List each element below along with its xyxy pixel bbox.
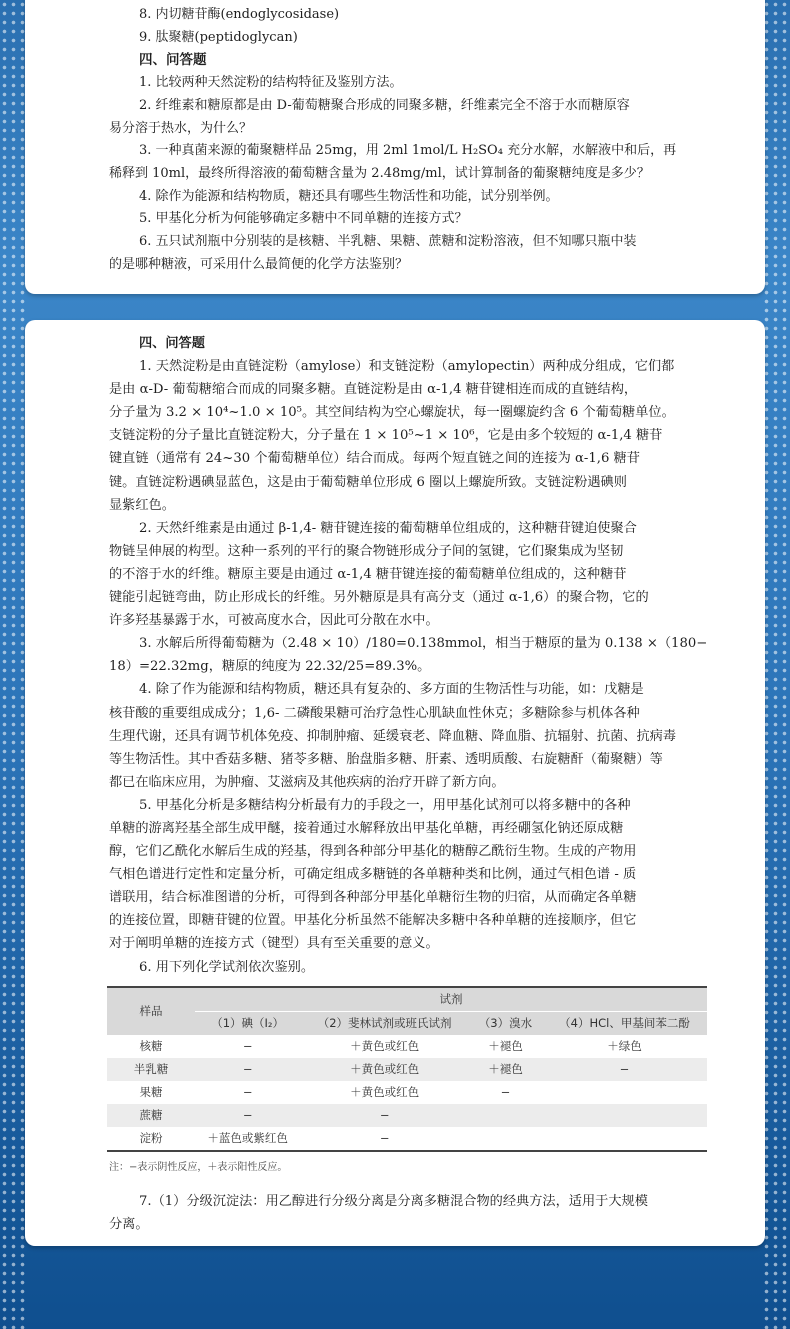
table-cell: − bbox=[195, 1104, 300, 1127]
answer-line: 分离。 bbox=[109, 1216, 149, 1232]
answer-line: 2. 天然纤维素是由通过 β-1,4- 糖苷键连接的葡萄糖单位组成的，这种糖苷键迫使聚合 bbox=[139, 520, 637, 536]
table-row bbox=[107, 1035, 707, 1058]
list-item: 8. 内切糖苷酶(endoglycosidase) bbox=[139, 7, 340, 22]
table-cell: − bbox=[195, 1058, 300, 1081]
table-cell bbox=[542, 1104, 707, 1127]
table-cell: ＋绿色 bbox=[607, 1039, 642, 1054]
reagent-header: 试剂 bbox=[439, 992, 463, 1007]
question-line: 1. 比较两种天然淀粉的结构特征及鉴别方法。 bbox=[139, 75, 403, 91]
table-cell: ＋褪色 bbox=[488, 1039, 523, 1054]
answer-6-intro: 6. 用下列化学试剂依次鉴别。 bbox=[139, 959, 315, 975]
answer-line: 都已在临床应用，为肿瘤、艾滋病及其他疾病的治疗开辟了新方向。 bbox=[109, 774, 505, 790]
answer-line: 显紫红色。 bbox=[109, 497, 175, 513]
column-header: （4）HCl、甲基间苯二酚 bbox=[542, 1011, 707, 1035]
table-cell: − bbox=[379, 1131, 390, 1146]
question-line: 易分溶于热水，为什么？ bbox=[109, 120, 253, 136]
sample-name: 半乳糖 bbox=[107, 1058, 195, 1081]
answer-line: 气相色谱进行定性和定量分析，可确定组成多糖链的各单糖种类和比例，通过气相色谱 - 质 bbox=[109, 867, 637, 883]
table-cell: − bbox=[300, 1104, 469, 1127]
table-cell bbox=[542, 1127, 707, 1151]
question-line: 6. 五只试剂瓶中分别装的是核糖、半乳糖、果糖、蔗糖和淀粉溶液，但不知哪只瓶中装 bbox=[139, 234, 637, 250]
answer-line: 支链淀粉的分子量比直链淀粉大，分子量在 1 × 10⁵~1 × 10⁶，它是由多个较短的 α-1,4 糖苷 bbox=[109, 428, 663, 444]
column-header: （3）溴水 bbox=[469, 1011, 542, 1035]
answer-line: 谱联用，结合标准图谱的分析，可得到各种部分甲基化单糖衍生物的归宿，从而确定各单糖 bbox=[109, 890, 637, 906]
answer-line: 5. 甲基化分析是多糖结构分析最有力的手段之一，用甲基化试剂可以将多糖中的各种 bbox=[139, 797, 631, 813]
sample-name: 淀粉 bbox=[139, 1131, 163, 1146]
answer-line: 等生物活性。其中香菇多糖、猪苓多糖、胎盘脂多糖、肝素、透明质酸、右旋糖酐（葡聚糖）等 bbox=[109, 751, 663, 767]
answer-line: 物链呈伸展的构型。这种一系列的平行的聚合物链形成分子间的氢键，它们聚集成为坚韧 bbox=[109, 543, 624, 559]
left-dot-border bbox=[0, 0, 28, 1329]
answer-line: 3. 水解后所得葡萄糖为（2.48 × 10）/180=0.138mmol，相当于糖原的量为 0.138 ×（180− bbox=[139, 636, 708, 652]
answer-line: 1. 天然淀粉是由直链淀粉（amylose）和支链淀粉（amylopectin）两种成分组成，它们都 bbox=[139, 359, 675, 375]
answer-5 bbox=[109, 794, 681, 956]
answer-line: 键直链（通常有 24~30 个葡萄糖单位）结合而成。每两个短直链之间的连接为 α-1,6 糖苷 bbox=[109, 451, 640, 467]
section-heading: 四、问答题 bbox=[139, 52, 207, 69]
table-cell: − bbox=[542, 1058, 707, 1081]
answer-line: 的不溶于水的纤维。糖原主要是由通过 α-1,4 糖苷键连接的葡萄糖单位组成的，这种糖苷 bbox=[109, 566, 627, 582]
column-header: （2）斐林试剂或班氏试剂 bbox=[300, 1011, 469, 1035]
answer-line: 生理代谢，还具有调节机体免疫、抑制肿瘤、延缓衰老、降血糖、降血脂、抗辐射、抗菌、抗病毒 bbox=[109, 728, 677, 744]
table-row bbox=[107, 1104, 707, 1127]
list-item: 9. 肽聚糖(peptidoglycan) bbox=[139, 29, 298, 45]
answer-line: 对于阐明单糖的连接方式（键型）具有至关重要的意义。 bbox=[109, 936, 439, 952]
question-line: 稀释到 10ml，最终所得溶液的葡萄糖含量为 2.48mg/ml，试计算制备的葡聚糖纯度是多少？ bbox=[109, 165, 650, 181]
answer-4 bbox=[109, 678, 681, 793]
question-line: 的是哪种糖液，可采用什么最简便的化学方法鉴别？ bbox=[109, 256, 409, 272]
questions-card bbox=[25, 0, 765, 294]
answer-line: 核苷酸的重要组成成分；1,6- 二磷酸果糖可治疗急性心肌缺血性休克；多糖除参与机体各种 bbox=[109, 705, 640, 721]
answer-line: 18）=22.32mg，糖原的纯度为 22.32/25=89.3%。 bbox=[109, 659, 431, 675]
answer-line: 键。直链淀粉遇碘显蓝色，这是由于葡萄糖单位形成 6 圈以上螺旋所致。支链淀粉遇碘则 bbox=[109, 474, 627, 490]
answer-line: 许多羟基暴露于水，可被高度水合，因此可分散在水中。 bbox=[109, 613, 439, 629]
answer-line: 醇，它们乙酰化水解后生成的羟基，得到各种部分甲基化的糖醇乙酰衍生物。生成的产物用 bbox=[109, 844, 637, 860]
table-cell: ＋黄色或红色 bbox=[300, 1058, 469, 1081]
table-cell: ＋褪色 bbox=[469, 1058, 542, 1081]
table-row bbox=[107, 1081, 707, 1104]
table-cell: − bbox=[242, 1085, 253, 1100]
answer-2 bbox=[109, 517, 681, 632]
answer-line: 7.（1）分级沉淀法：用乙醇进行分级分离是分离多糖混合物的经典方法，适用于大规模 bbox=[139, 1193, 648, 1209]
sample-name: 蔗糖 bbox=[107, 1104, 195, 1127]
answer-line: 单糖的游离羟基全部生成甲醚，接着通过水解释放出甲基化单糖，再经硼氢化钠还原成糖 bbox=[109, 820, 624, 836]
answer-line: 的连接位置，即糖苷键的位置。甲基化分析虽然不能解决多糖中各种单糖的连接顺序，但它 bbox=[109, 913, 637, 929]
table-cell bbox=[469, 1104, 542, 1127]
table-note: 注：−表示阴性反应，＋表示阳性反应。 bbox=[109, 1161, 288, 1173]
table-cell: ＋黄色或红色 bbox=[350, 1085, 420, 1100]
answer-line: 分子量为 3.2 × 10⁴~1.0 × 10⁵。其空间结构为空心螺旋状，每一圈螺旋约含 6 个葡萄糖单位。 bbox=[109, 405, 675, 421]
table-cell: ＋黄色或红色 bbox=[350, 1039, 420, 1054]
table-cell: ＋蓝色或紫红色 bbox=[207, 1131, 288, 1146]
right-dot-border bbox=[762, 0, 790, 1329]
table-cell bbox=[469, 1127, 542, 1151]
table-row bbox=[107, 1058, 707, 1081]
column-header: （1）碘（I₂） bbox=[195, 1011, 300, 1035]
answer-7 bbox=[109, 1190, 681, 1236]
answers-card bbox=[25, 320, 765, 1246]
sample-name: 果糖 bbox=[139, 1085, 163, 1100]
question-line: 3. 一种真菌来源的葡聚糖样品 25mg，用 2ml 1mol/L H₂SO₄ 充分水解，水解液中和后，再 bbox=[139, 143, 677, 159]
question-line: 4. 除作为能源和结构物质，糖还具有哪些生物活性和功能，试分别举例。 bbox=[139, 188, 559, 204]
table-cell bbox=[542, 1081, 707, 1104]
sample-header: 样品 bbox=[139, 1004, 163, 1019]
answer-line: 键能引起链弯曲，防止形成长的纤维。另外糖原是具有高分支（通过 α-1,6）的聚合物，它的 bbox=[109, 590, 649, 606]
answer-1 bbox=[109, 355, 681, 517]
section-heading: 四、问答题 bbox=[139, 336, 205, 351]
table-row bbox=[107, 1127, 707, 1151]
table-cell: − bbox=[500, 1085, 511, 1100]
sample-name: 核糖 bbox=[139, 1039, 163, 1054]
identification-table bbox=[107, 986, 707, 1152]
answer-line: 4. 除了作为能源和结构物质，糖还具有复杂的、多方面的生物活性与功能，如：戊糖是 bbox=[139, 682, 644, 698]
table-cell: − bbox=[242, 1039, 253, 1054]
question-line: 5. 甲基化分析为何能够确定多糖中不同单糖的连接方式？ bbox=[139, 211, 468, 227]
question-line: 2. 纤维素和糖原都是由 D-葡萄糖聚合形成的同聚多糖，纤维素完全不溶于水而糖原容 bbox=[139, 97, 630, 113]
answer-3 bbox=[109, 632, 708, 678]
answer-line: 是由 α-D- 葡萄糖缩合而成的同聚多糖。直链淀粉是由 α-1,4 糖苷键相连而成的直链结构， bbox=[109, 382, 638, 398]
